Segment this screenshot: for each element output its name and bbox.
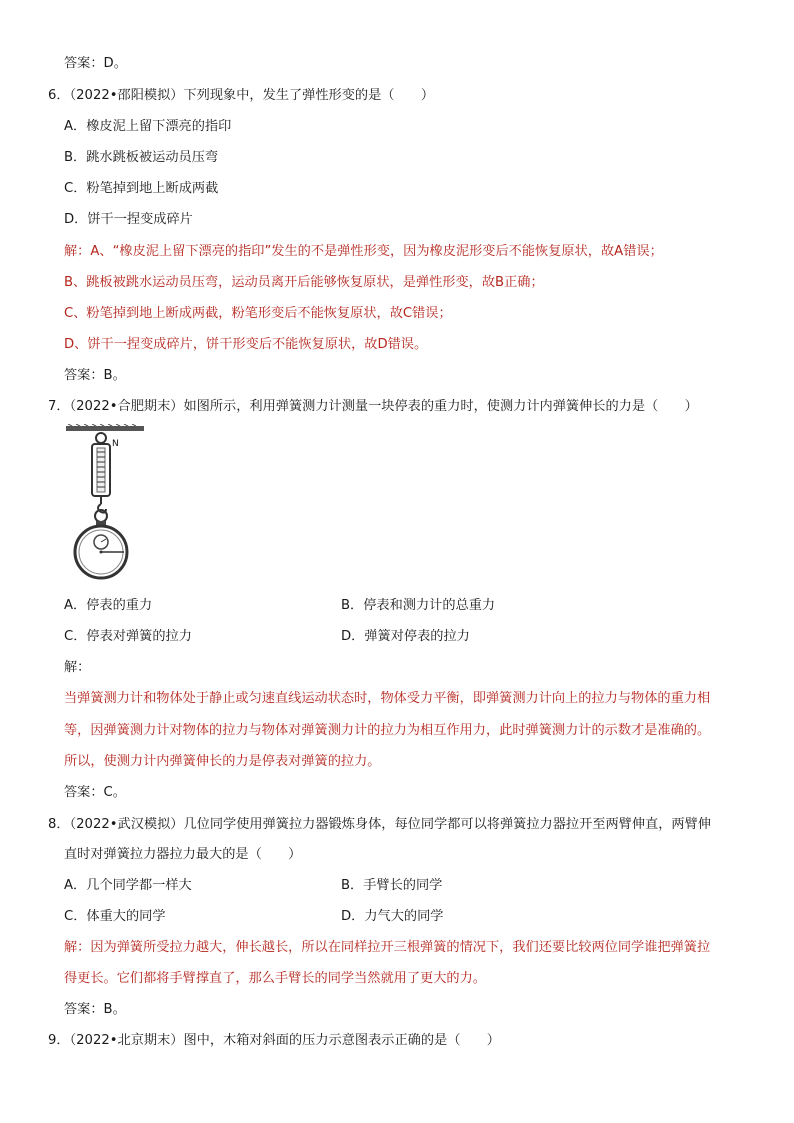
q7-option-d: D．弹簧对停表的拉力 [341,629,470,644]
q6-solution-line: D、饼干一捏变成碎片，饼干形变后不能恢复原状，故D错误。 [64,337,428,352]
q8-option-a: A．几个同学都一样大 [64,878,192,893]
q6-option-b: B．跳水跳板被运动员压弯 [64,150,219,165]
q7-answer: 答案：C。 [64,785,126,800]
q8-solution-line: 解：因为弹簧所受拉力越大，伸长越长，所以在同样拉开三根弹簧的情况下，我们还要比较两位同学谁把弹簧拉 [64,940,711,955]
q8-option-b: B．手臂长的同学 [341,878,443,893]
q6-option-a: A．橡皮泥上留下漂亮的指印 [64,119,232,134]
q6-solution-line: C、粉笔掉到地上断成两截，粉笔形变后不能恢复原状，故C错误； [64,306,452,321]
figure-unit-label: N [112,439,119,449]
question-8-stem-line: 直时对弹簧拉力器拉力最大的是（ ） [64,847,302,862]
q6-solution-line: 解：A、“橡皮泥上留下漂亮的指印”发生的不是弹性形变，因为橡皮泥形变后不能恢复原状，故A错误； [64,244,663,259]
q6-solution-line: B、跳板被跳水运动员压弯，运动员离开后能够恢复原状，是弹性形变，故B正确； [64,275,544,290]
q7-solution-line: 等，因弹簧测力计对物体的拉力与物体对弹簧测力计的拉力为相互作用力，此时弹簧测力计的示数才是准确的。 [64,723,711,738]
q8-option-c: C．体重大的同学 [64,909,166,924]
q6-answer: 答案：B。 [64,368,126,383]
q7-solution-line: 所以，使测力计内弹簧伸长的力是停表对弹簧的拉力。 [64,754,381,769]
spring-scale-stopwatch-figure [62,424,152,584]
answer-text: 答案：D。 [64,56,127,71]
q6-option-c: C．粉笔掉到地上断成两截 [64,181,219,196]
q8-solution-line: 得更长。它们都将手臂撑直了，那么手臂长的同学当然就用了更大的力。 [64,971,486,986]
q7-option-b: B．停表和测力计的总重力 [341,598,496,613]
question-6-stem: 6．（2022•邵阳模拟）下列现象中，发生了弹性形变的是（ ） [48,88,435,103]
question-8-stem-line: 8．（2022•武汉模拟）几位同学使用弹簧拉力器锻炼身体，每位同学都可以将弹簧拉力器拉开至两臂伸直，两臂伸 [48,817,711,832]
q7-solution-head: 解： [64,660,91,675]
q6-option-d: D．饼干一捏变成碎片 [64,212,193,227]
q7-option-c: C．停表对弹簧的拉力 [64,629,192,644]
q7-solution-line: 当弹簧测力计和物体处于静止或匀速直线运动状态时，物体受力平衡，即弹簧测力计向上的拉力与物体的重力相 [64,691,711,706]
question-9-stem: 9．（2022•北京期末）图中，木箱对斜面的压力示意图表示正确的是（ ） [48,1033,500,1048]
question-7-stem: 7．（2022•合肥期末）如图所示，利用弹簧测力计测量一块停表的重力时，使测力计内弹簧伸长的力是（ ） [48,399,698,414]
q8-option-d: D．力气大的同学 [341,909,444,924]
q8-answer: 答案：B。 [64,1002,126,1017]
q7-option-a: A．停表的重力 [64,598,153,613]
